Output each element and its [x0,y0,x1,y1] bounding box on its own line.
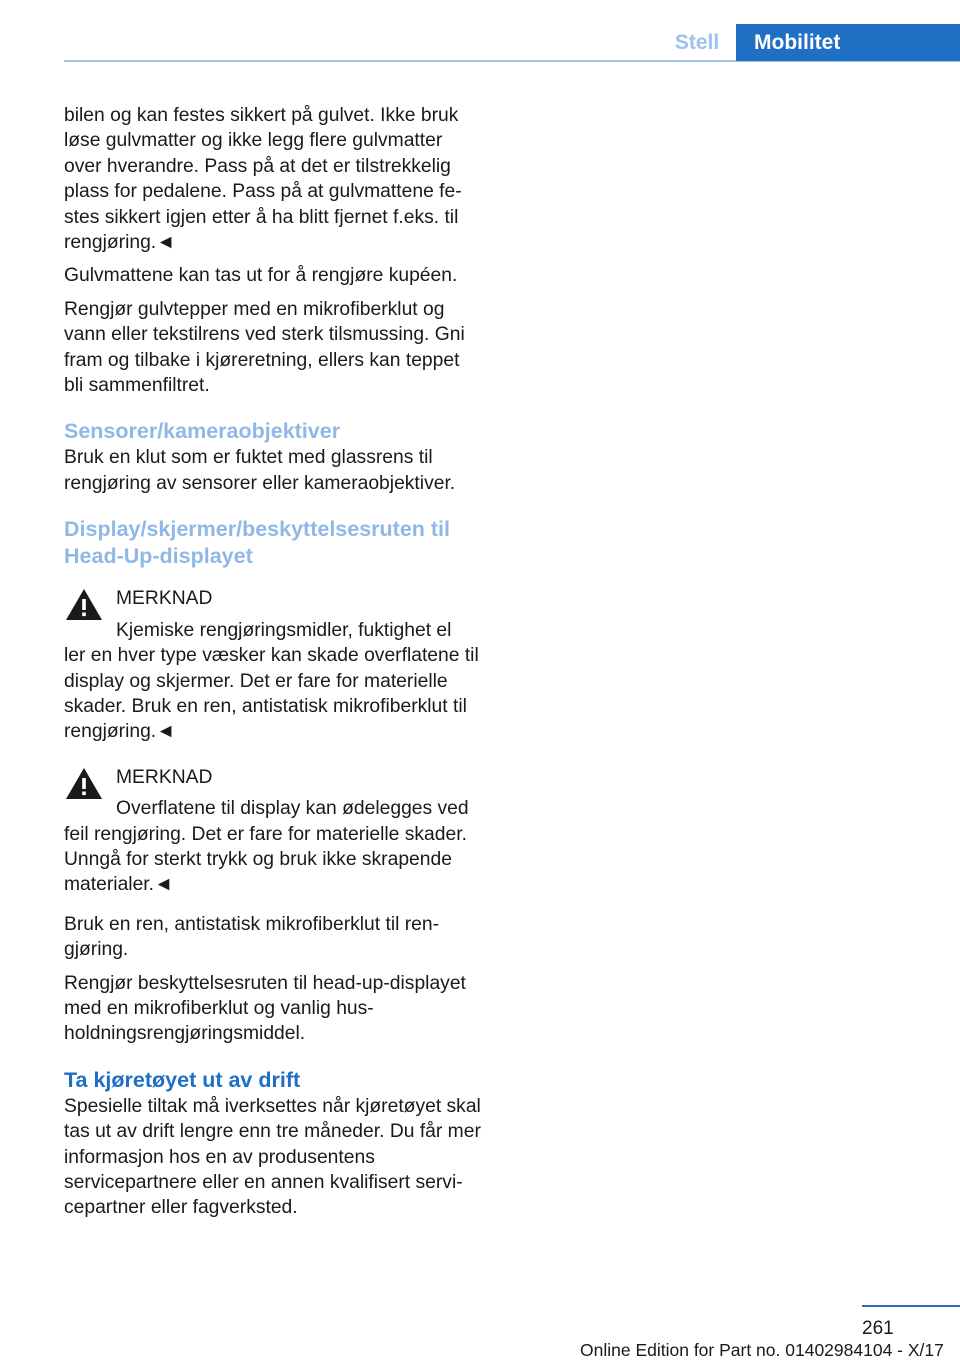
tab-mobilitet[interactable]: Mobilitet [736,24,960,61]
notice-displays-cleaning [64,765,484,898]
paragraph-decommission: Spesielle tiltak må iverksettes når kjøretøyet skal tas ut av drift lengre enn tre måneder. Du får mer informasjon hos en av produsentens servicepartnere eller en annen kvalifisert servicepartner eller fagverksted. [64,1095,481,1219]
notice-text: feil rengjøring. Det er fare for materielle skader. Unngå for sterkt trykk og bruk ikke skrapende materialer.◄ [64,823,467,896]
warning-triangle-icon [64,586,104,623]
paragraph-microfiber: Bruk en ren, antistatisk mikrofiberklut til rengjøring. [64,913,440,961]
warning-triangle-icon [64,765,104,802]
edition-line: Online Edition for Part no. 01402984104 - X/17 [580,1340,944,1360]
notice-text-first-line: Kjemiske rengjøringsmidler, fuktighet el [116,619,452,641]
paragraph-carpet-cleaning: Rengjør gulvtepper med en mikrofiberklut og vann eller tekstilrens ved sterk tilsmussing. Gni fram og tilbake i kjøreretning, ellers kan teppet bli sammenfiltret. [64,298,465,397]
heading-sensors: Sensorer/kameraobjektiver [64,419,341,444]
notice-displays-chemicals [64,586,484,744]
paragraph-remove-mats: Gulvmattene kan tas ut for å rengjøre kupéen. [64,265,458,287]
notice-label: MERKNAD [116,588,213,610]
page-number: 261 [862,1318,894,1339]
heading-displays: Display/skjermer/beskyttelsesruten til Head-Up-displayet [64,517,450,569]
notice-text-first-line: Overflatene til display kan ødelegges ved [116,798,469,820]
page-content [64,103,484,1221]
notice-text: ler en hver type væsker kan skade overflatene til display og skjermer. Det er fare for materielle skader. Bruk en ren, antistatisk mikrofiberklut til rengjøring.◄ [64,645,479,743]
tab-stell[interactable]: Stell [674,30,720,54]
paragraph-sensors: Bruk en klut som er fuktet med glassrens til rengjøring av sensorer eller kameraobjektiver. [64,447,456,494]
paragraph-floor-mats: bilen og kan festes sikkert på gulvet. Ikke bruk løse gulvmatter og ikke legg flere gulvmatter over hverandre. Pass på at det er tilstrekkelig plass for pedalene. Pass på at gulvmattene festes sikkert igjen etter å ha blitt fjernet f.eks. til rengjøring.◄ [64,105,462,254]
notice-label: MERKNAD [116,766,213,788]
footer-rule [862,1305,960,1307]
paragraph-hud-cleaning: Rengjør beskyttelsesruten til head-up-displayet med en mikrofiberklut og vanlig husholdningsrengjøringsmiddel. [64,972,466,1045]
heading-decommission: Ta kjøretøyet ut av drift [64,1067,301,1092]
